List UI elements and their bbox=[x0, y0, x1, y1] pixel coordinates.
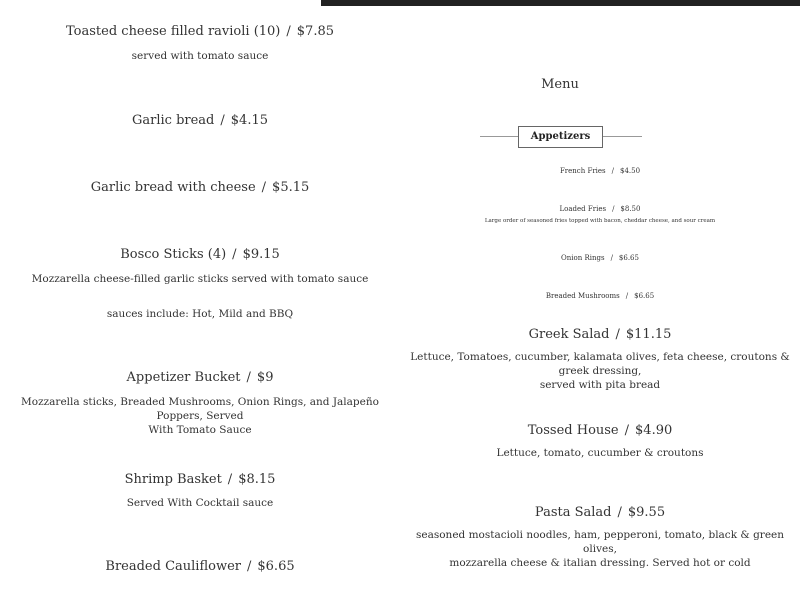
desc-line: Mozzarella sticks, Breaded Mushrooms, Onion Rings, and Jalapeño Poppers, Served bbox=[21, 396, 379, 422]
menu-item-title: Shrimp Basket / $8.15 bbox=[124, 472, 276, 487]
menu-item-desc: Served With Cocktail sauce bbox=[126, 497, 274, 509]
menu-item-title: Garlic bread with cheese / $5.15 bbox=[90, 180, 310, 195]
menu-item-title: Pasta Salad / $9.55 bbox=[534, 505, 666, 520]
menu-item-desc: served with tomato sauce bbox=[131, 50, 269, 62]
small-menu-item: Breaded Mushrooms / $6.65 bbox=[545, 292, 655, 300]
desc-line: seasoned mostacioli noodles, ham, pepperoni, tomato, black & green olives, bbox=[415, 529, 785, 555]
menu-title-text: Menu bbox=[541, 77, 579, 92]
menu-title bbox=[520, 73, 600, 92]
divider bbox=[480, 136, 518, 137]
menu-item-title: Breaded Cauliflower / $6.65 bbox=[105, 559, 295, 574]
desc-line: mozzarella cheese & italian dressing. Served hot or cold bbox=[449, 557, 751, 569]
menu-item-title: Tossed House / $4.90 bbox=[527, 423, 673, 438]
menu-item-desc bbox=[400, 528, 800, 570]
divider bbox=[603, 136, 642, 137]
small-menu-item: Onion Rings / $6.65 bbox=[561, 254, 639, 262]
desc-line: Lettuce, Tomatoes, cucumber, kalamata olives, feta cheese, croutons & greek dressing, bbox=[410, 351, 790, 377]
small-menu-item-desc: Large order of seasoned fries topped with bacon, cheddar cheese, and sour cream bbox=[484, 218, 716, 224]
menu-item-desc: Mozzarella cheese-filled garlic sticks served with tomato sauce bbox=[31, 273, 369, 285]
menu-item-desc bbox=[0, 395, 400, 437]
menu-item-desc: Lettuce, tomato, cucumber & croutons bbox=[496, 447, 704, 459]
top-bar bbox=[321, 0, 800, 6]
menu-item-title: Bosco Sticks (4) / $9.15 bbox=[120, 247, 280, 262]
menu-item-title: Garlic bread / $4.15 bbox=[132, 113, 268, 128]
small-menu-item: Loaded Fries / $8.50 bbox=[559, 205, 641, 213]
menu-item-title: Toasted cheese filled ravioli (10) / $7.85 bbox=[66, 24, 334, 39]
desc-line: served with pita bread bbox=[539, 379, 661, 391]
desc-line: With Tomato Sauce bbox=[148, 424, 252, 436]
menu-item-title: Greek Salad / $11.15 bbox=[528, 327, 672, 342]
menu-item-desc bbox=[400, 350, 800, 392]
small-menu-item: French Fries / $4.50 bbox=[559, 167, 641, 175]
menu-item-note: sauces include: Hot, Mild and BBQ bbox=[106, 308, 294, 320]
section-title: Appetizers bbox=[518, 126, 603, 148]
menu-item-title: Appetizer Bucket / $9 bbox=[126, 370, 274, 385]
section-header bbox=[480, 126, 642, 148]
